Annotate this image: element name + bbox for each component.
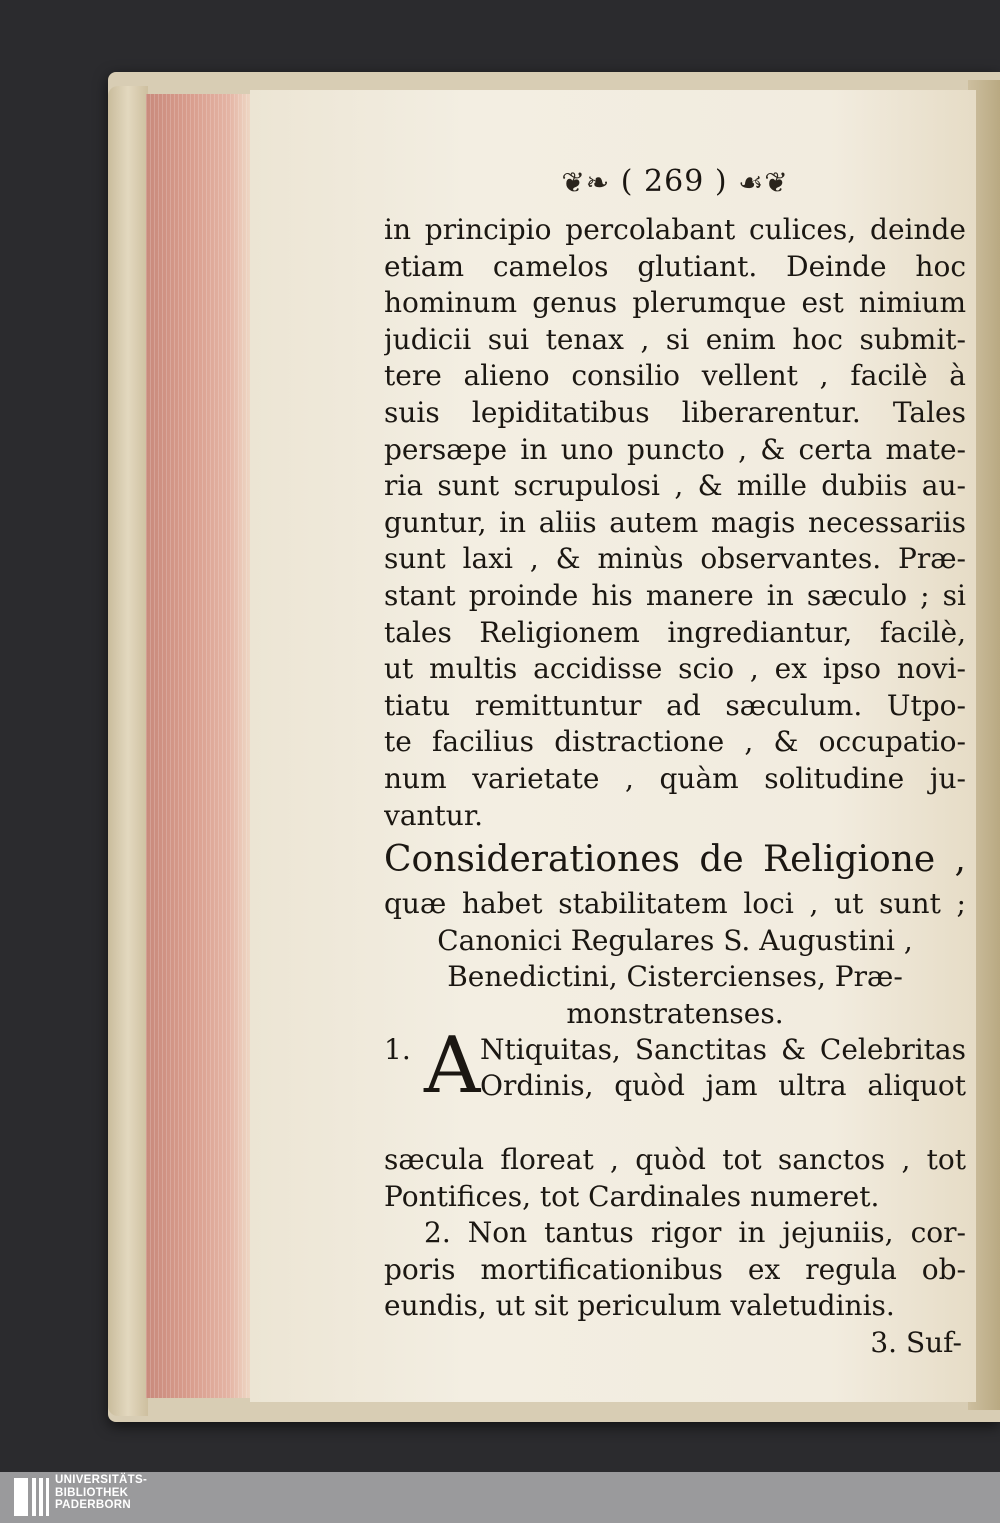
text-line: guntur, in aliis autem magis necessariis (384, 505, 966, 539)
page-number: ( 269 ) (620, 164, 728, 199)
section-subtitle-line: quæ habet stabilitatem loci , ut sunt ; (384, 887, 966, 921)
library-logo-icon (12, 1476, 50, 1518)
right-ornament-icon: ☙❦ (738, 166, 789, 199)
left-ornament-icon: ❦❧ (561, 166, 611, 199)
text-line: ut multis accidisse scio , ex ipso novi- (384, 652, 966, 686)
text-line: poris mortificationibus ex regula ob- (384, 1252, 966, 1286)
text-line: num varietate , quàm solitudine ju- (384, 761, 966, 795)
text-line: eundis, ut sit periculum valetudinis. (384, 1289, 895, 1323)
drop-cap: A (424, 1021, 481, 1112)
text-line: judicii sui tenax , si enim hoc submit- (384, 322, 966, 356)
text-line: hominum genus plerumque est nimium (384, 286, 966, 320)
item-1 (384, 1021, 966, 1142)
text-line: 2. Non tantus rigor in jejuniis, cor- (424, 1216, 966, 1250)
text-line: Pontifices, tot Cardinales numeret. (384, 1179, 880, 1213)
text-line: ria sunt scrupulosi , & mille dubiis au- (384, 469, 966, 503)
section-subtitle-line: monstratenses. (566, 996, 784, 1030)
section-title: Considerationes de Religione , (384, 839, 966, 881)
text-line: etiam camelos glutiant. Deinde hoc (384, 249, 966, 283)
red-page-edges (146, 94, 250, 1398)
text-line: sunt laxi , & minùs observantes. Præ- (384, 542, 966, 576)
text-line: persæpe in uno puncto , & certa mate- (384, 432, 966, 466)
page-text (384, 160, 966, 1360)
text-line: tiatu remittuntur ad sæculum. Utpo- (384, 688, 966, 722)
library-name-line: BIBLIOTHEK (55, 1486, 129, 1499)
text-line: tales Religionem ingrediantur, facilè, (384, 615, 966, 649)
text-line: vantur. (384, 798, 484, 832)
text-line: te facilius distractione , & occupatio- (384, 725, 966, 759)
text-line: Ntiquitas, Sanctitas & Celebritas (480, 1033, 966, 1067)
library-name-line: PADERBORN (55, 1499, 131, 1511)
book-cover-edge (108, 86, 148, 1416)
page-header (384, 160, 966, 212)
section-subtitle-line: Canonici Regulares S. Augustini , (437, 923, 913, 957)
text-line: in principio percolabant culices, deinde (384, 213, 966, 246)
footer-bar (0, 1472, 1000, 1523)
text-line: sæcula floreat , quòd tot sanctos , tot (384, 1143, 966, 1177)
text-line: suis lepiditatibus liberarentur. Tales (384, 395, 966, 429)
item-number: 1. (384, 1033, 411, 1067)
text-line: stant proinde his manere in sæculo ; si (384, 578, 966, 612)
text-line: Ordinis, quòd jam ultra aliquot (480, 1069, 966, 1103)
text-line: tere alieno consilio vellent , facilè à (384, 359, 966, 393)
catchword: 3. Suf- (870, 1326, 962, 1360)
section-subtitle-line: Benedictini, Cistercienses, Præ- (447, 960, 903, 994)
library-name (55, 1474, 147, 1512)
library-name-line: UNIVERSITÄTS- (55, 1474, 148, 1486)
